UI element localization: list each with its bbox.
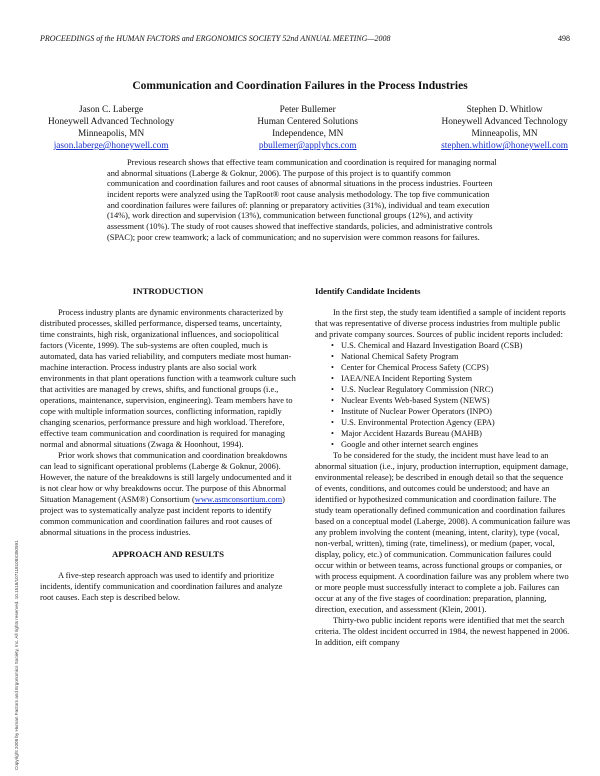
- identify-paragraph-2: To be considered for the study, the incident must have lead to an abnormal situation (i.e., injury, production interruption, equipment damage, environmental release); be described in enough detail so that the sequence of events, conditions, and outcomes could be understood; and have an identified or hypothesized communication and coordination failure. The study team operationally defined communication and coordination failures based on a conceptual model (Laberge, 2008). A communication failure was any problem involving the content (meaning, intent, clarity), type (vocal, non-verbal, written), timing (rate, timeliness), or medium (paper, vocal, display, policy, etc.) of communication. Communication failures could occur within or between teams, across functional groups or companies, or with process equipment. A coordination failure was any problem where two or more people must successfully interact to complete a job. Failures can occur at any of the five stages of coordination: preparation, planning, direction, execution, and assessment (Klein, 2001).: [315, 451, 571, 614]
- sources-list: [315, 340, 571, 450]
- intro-text-before-link: Prior work shows that communication and coordination breakdowns can lead to significant operational problems (Laberge & Goknur, 2006). However, the nature of the breakdowns is still largely undocumented and it is not clear how or why breakdowns occur. The purpose of this Abnormal Situation Management (ASM®) Consortium (: [40, 451, 292, 504]
- author-affiliation: Human Centered Solutions: [257, 117, 359, 127]
- author-location: Independence, MN: [272, 129, 344, 139]
- list-item: • U.S. Environmental Protection Agency (EPA): [333, 417, 571, 428]
- identify-heading: Identify Candidate Incidents: [315, 286, 421, 296]
- author-1: [48, 104, 174, 152]
- author-affiliation: Honeywell Advanced Technology: [48, 117, 175, 127]
- paper-title: Communication and Coordination Failures in the Process Industries: [132, 80, 468, 92]
- list-item: • Major Accident Hazards Bureau (MAHB): [333, 428, 571, 439]
- approach-heading: APPROACH AND RESULTS: [111, 549, 225, 559]
- approach-paragraph: A five-step research approach was used to identify and prioritize incidents, identify communication and coordination failures and analyze root causes. Each step is described below.: [40, 571, 283, 602]
- author-name: Peter Bullemer: [279, 105, 336, 115]
- author-3: [441, 104, 568, 152]
- author-location: Minneapolis, MN: [471, 129, 538, 139]
- introduction-paragraph-1: Process industry plants are dynamic environments characterized by distributed processes, skilled performance, dispersed teams, uncertainty, time constraints, high risk, organizational influences, and sociopolitical factors (Vicente, 1999). The sub-systems are often coupled, much is automated, data has varied reliability, and computers mediate most human-machine interaction. Process industry plants are also social work environments in that plant operations function with a teamwork culture such that activities are managed by crews, shifts, and functional groups (i.e., operations, maintenance, supervision, engineering). Team members have to cope with multiple information sources, conflicting information, rapidly changing scenarios, performance pressure and high workload. Therefore, effective team communication and coordination is required for managing normal and abnormal situations (Zwaga & Hoonhout, 1994).: [40, 308, 296, 449]
- author-block: [48, 104, 568, 152]
- abstract: [107, 158, 498, 243]
- asm-consortium-link[interactable]: www.asmconsortium.com: [194, 495, 283, 504]
- abstract-text: Previous research shows that effective team communication and coordination is required for managing normal and abnormal situations (Laberge & Goknur, 2006). The purpose of this project is to quantify common communication and coordination failures and root causes of abnormal situations in the process industries. Fourteen incident reports were analyzed using the TapRoot® root cause analysis methodology. The top five communication and coordination failures were failures of: planning or preparatory activities (31%), individual and team execution (14%), work direction and supervision (13%), communication between functional groups (12%), and activity assessment (10%). The study of root causes showed that ineffective standards, policies, and administrative controls (SPAC); poor crew teamwork; a lack of communication; and no supervision were common reasons for failures.: [107, 158, 497, 242]
- list-item: • Institute of Nuclear Power Operators (INPO): [333, 406, 571, 417]
- running-header: [40, 34, 570, 43]
- list-item: • Nuclear Events Web-based System (NEWS): [333, 395, 571, 406]
- list-item: • U.S. Nuclear Regulatory Commission (NRC): [333, 384, 571, 395]
- list-item: • U.S. Chemical and Hazard Investigation Board (CSB): [333, 340, 571, 351]
- author-name: Jason C. Laberge: [79, 105, 144, 115]
- proceedings-title: PROCEEDINGS of the HUMAN FACTORS and ERGONOMICS SOCIETY 52nd ANNUAL MEETING—2008: [40, 34, 391, 43]
- list-item: • Center for Chemical Process Safety (CCPS): [333, 362, 571, 373]
- author-2: [257, 104, 358, 152]
- page-number: 498: [558, 34, 570, 43]
- author-email-link[interactable]: pbullemer@applyhcs.com: [258, 141, 357, 151]
- left-column: [40, 286, 296, 603]
- introduction-paragraph-2: [40, 450, 296, 538]
- author-location: Minneapolis, MN: [78, 129, 145, 139]
- author-email-link[interactable]: stephen.whitlow@honeywell.com: [441, 141, 568, 151]
- intro-text-after-link: ) project was to systematically analyze past incident reports to identify common communication and coordination failures and root causes of abnormal situations in the process industries.: [40, 495, 285, 537]
- identify-paragraph-3: Thirty-two public incident reports were identified that met the search criteria. The oldest incident occurred in 1984, the newest happened in 2006. In addition, eift company: [315, 616, 570, 647]
- author-email-link[interactable]: jason.laberge@honeywell.com: [53, 141, 169, 151]
- identify-paragraph-1: In the first step, the study team identified a sample of incident reports that was representative of diverse process industries from multiple public and private company sources. Sources of public incident reports included:: [315, 308, 566, 339]
- right-column: [315, 286, 571, 648]
- introduction-heading: INTRODUCTION: [132, 286, 204, 296]
- list-item: • IAEA/NEA Incident Reporting System: [333, 373, 571, 384]
- side-copyright: Copyright 2008 by Human Factors and Ergonomics Society, Inc. All rights reserved. 10.1518/107118108X350591: [14, 540, 19, 770]
- author-affiliation: Honeywell Advanced Technology: [441, 117, 568, 127]
- author-name: Stephen D. Whitlow: [466, 105, 543, 115]
- list-item: • National Chemical Safety Program: [333, 351, 571, 362]
- list-item: • Google and other internet search engines: [333, 439, 571, 450]
